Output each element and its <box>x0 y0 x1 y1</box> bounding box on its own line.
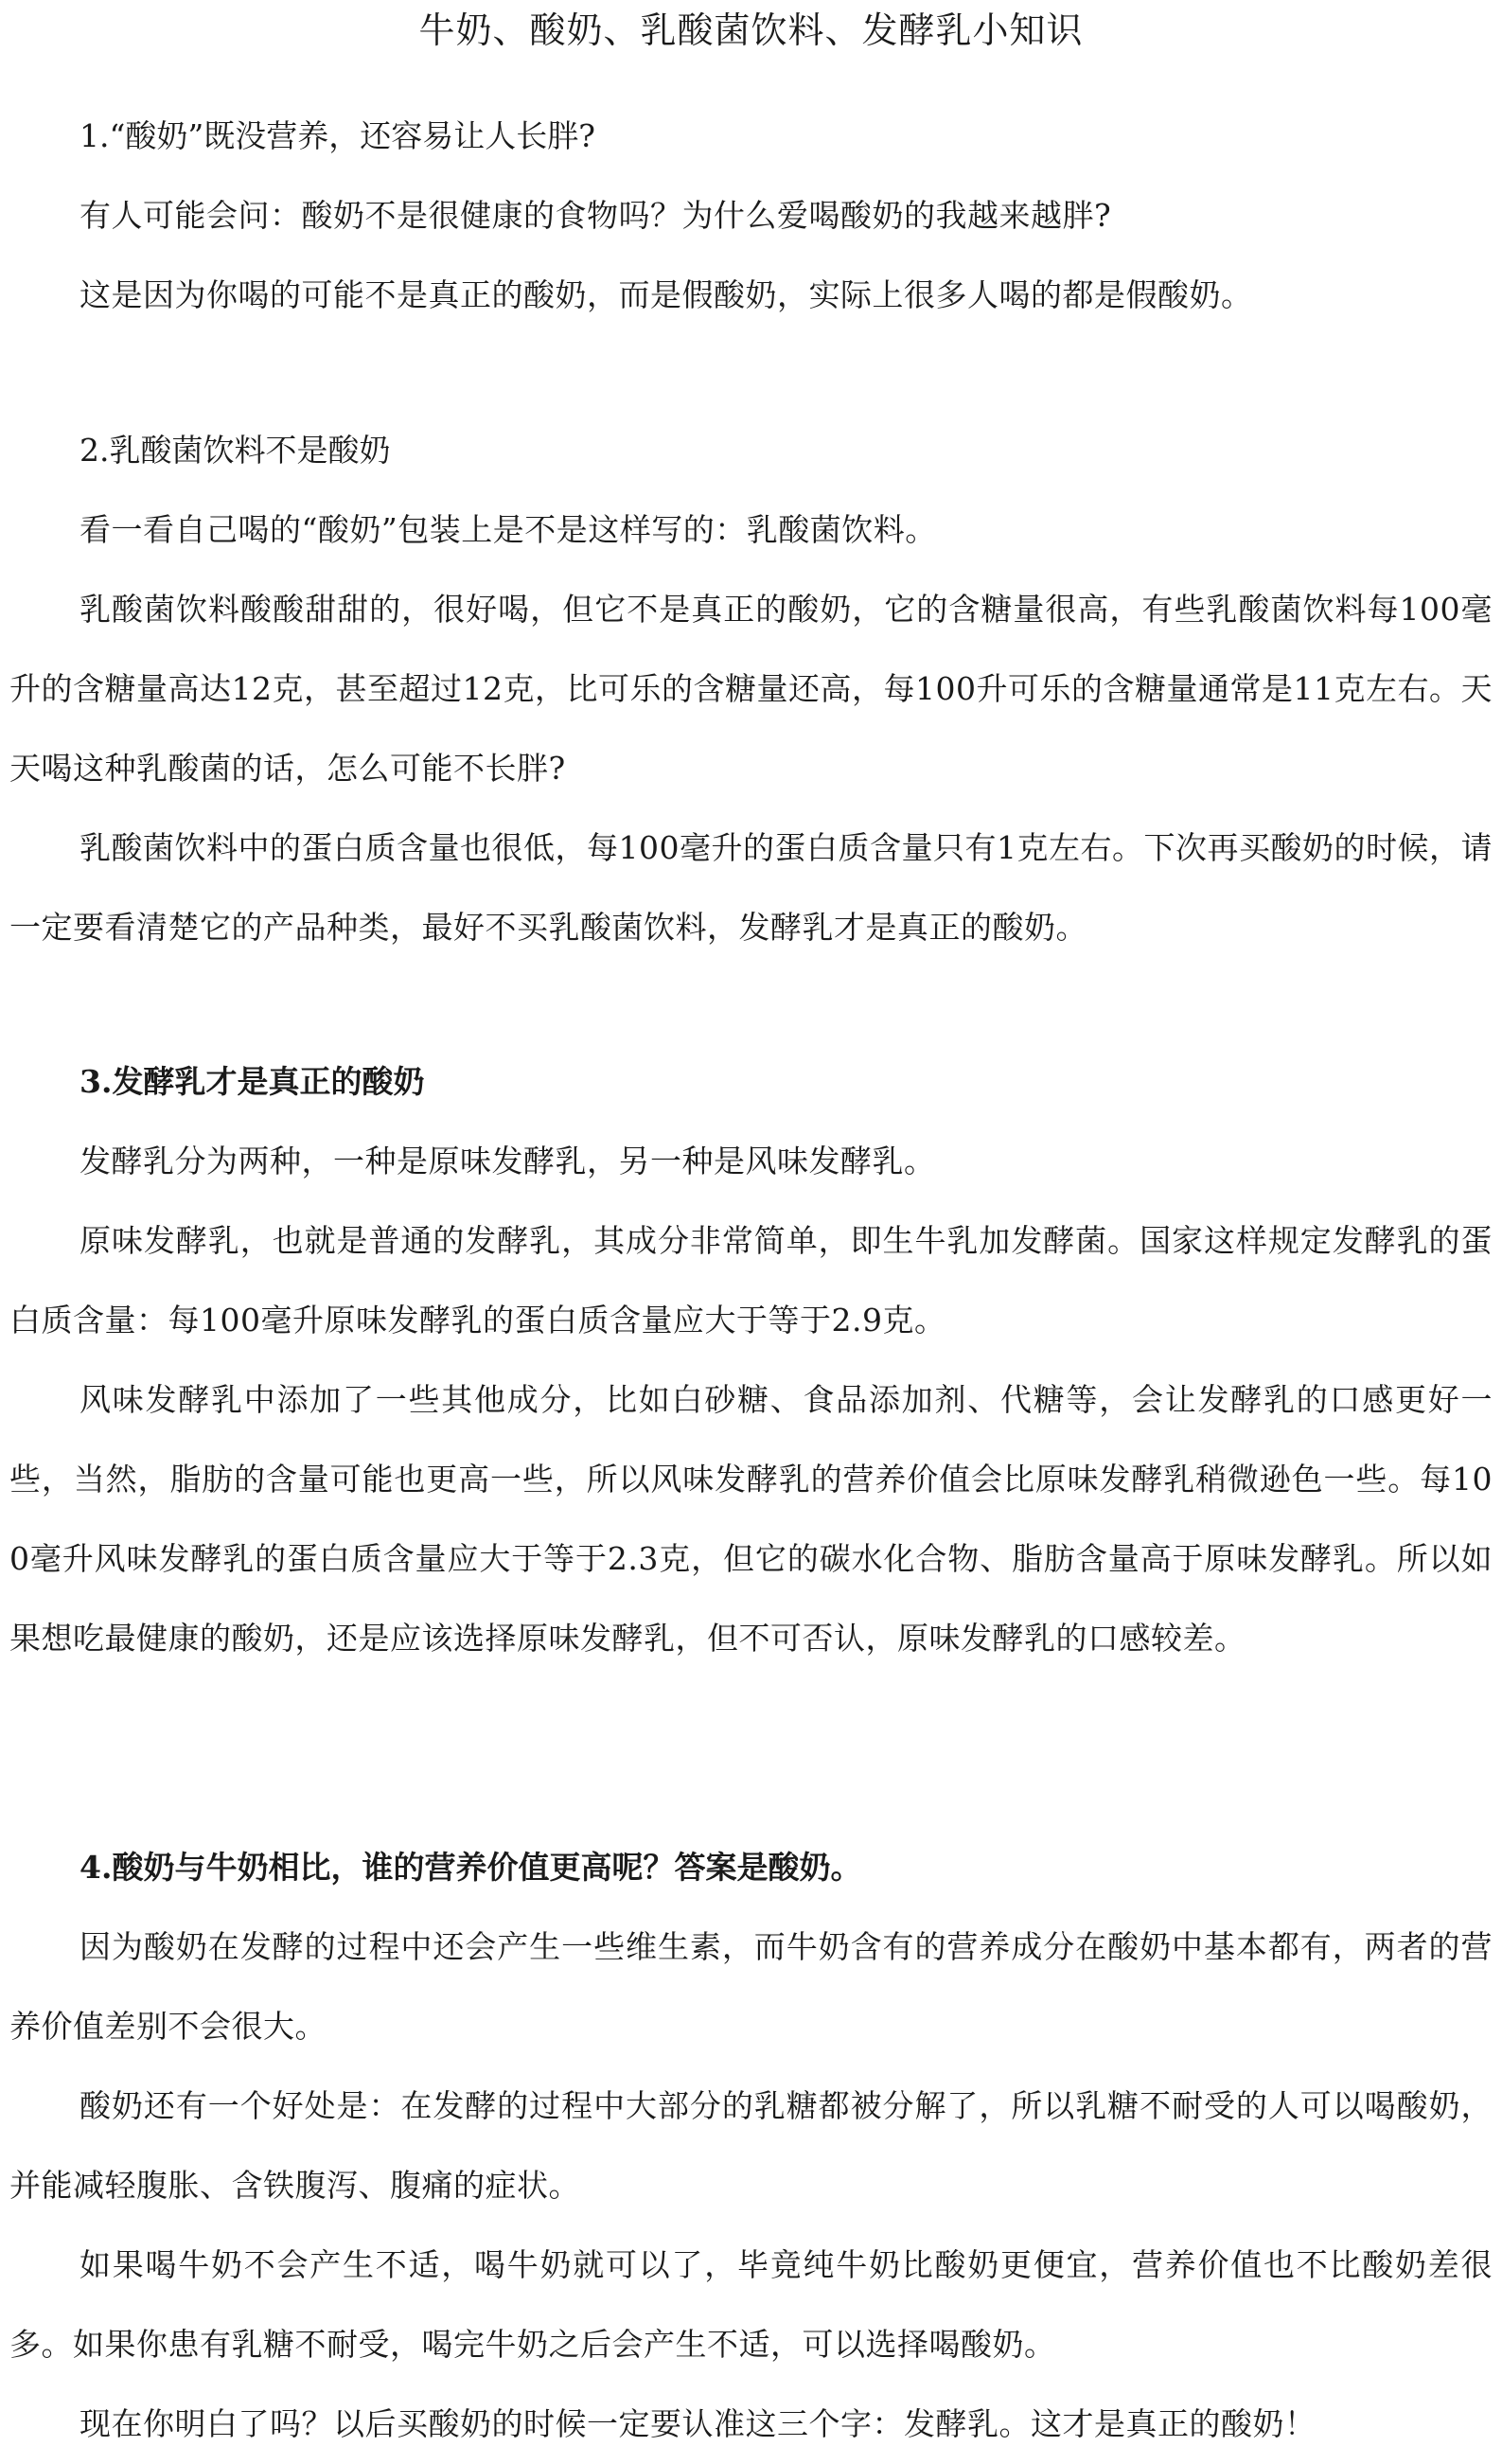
section-1-heading: 1.“酸奶”既没营养，还容易让人长胖? <box>80 117 595 154</box>
section-4 <box>9 1828 1493 2464</box>
document-title: 牛奶、酸奶、乳酸菌饮料、发酵乳小知识 <box>418 9 1084 51</box>
section-2-heading: 2.乳酸菌饮料不是酸奶 <box>80 432 391 469</box>
section-4-paragraph: 因为酸奶在发酵的过程中还会产生一些维生素，而牛奶含有的营养成分在酸奶中基本都有，两者的营养价值差别不会很大。 <box>9 1928 1493 2045</box>
section-3 <box>9 1042 1493 1678</box>
section-2-paragraph: 看一看自己喝的“酸奶”包装上是不是这样写的：乳酸菌饮料。 <box>80 511 937 548</box>
section-1-paragraph: 这是因为你喝的可能不是真正的酸奶，而是假酸奶，实际上很多人喝的都是假酸奶。 <box>80 276 1253 313</box>
section-4-paragraph: 现在你明白了吗？以后买酸奶的时候一定要认准这三个字：发酵乳。这才是真正的酸奶！ <box>80 2405 1316 2442</box>
section-4-heading: 4.酸奶与牛奶相比，谁的营养价值更高呢？答案是酸奶。 <box>80 1849 862 1886</box>
section-3-heading: 3.发酵乳才是真正的酸奶 <box>80 1063 425 1100</box>
section-1 <box>9 97 1493 335</box>
section-2-paragraph: 乳酸菌饮料酸酸甜甜的，很好喝，但它不是真正的酸奶，它的含糖量很高，有些乳酸菌饮料每100毫升的含糖量高达12克，甚至超过12克，比可乐的含糖量还高，每100升可乐的含糖量通常是11克左右。天天喝这种乳酸菌的话，怎么可能不长胖? <box>9 591 1493 787</box>
section-4-paragraph: 酸奶还有一个好处是：在发酵的过程中大部分的乳糖都被分解了，所以乳糖不耐受的人可以喝酸奶，并能减轻腹胀、含铁腹泻、腹痛的症状。 <box>9 2087 1493 2204</box>
section-2 <box>9 411 1493 967</box>
section-1-paragraph: 有人可能会问：酸奶不是很健康的食物吗？为什么爱喝酸奶的我越来越胖? <box>80 197 1112 234</box>
section-4-paragraph: 如果喝牛奶不会产生不适，喝牛奶就可以了，毕竟纯牛奶比酸奶更便宜，营养价值也不比酸奶差很多。如果你患有乳糖不耐受，喝完牛奶之后会产生不适，可以选择喝酸奶。 <box>9 2246 1493 2363</box>
section-3-paragraph: 风味发酵乳中添加了一些其他成分，比如白砂糖、食品添加剂、代糖等，会让发酵乳的口感更好一些，当然，脂肪的含量可能也更高一些，所以风味发酵乳的营养价值会比原味发酵乳稍微逊色一些。每100毫升风味发酵乳的蛋白质含量应大于等于2.3克，但它的碳水化合物、脂肪含量高于原味发酵乳。所以如果想吃最健康的酸奶，还是应该选择原味发酵乳，但不可否认，原味发酵乳的口感较差。 <box>9 1381 1493 1657</box>
section-3-paragraph: 原味发酵乳，也就是普通的发酵乳，其成分非常简单，即生牛乳加发酵菌。国家这样规定发酵乳的蛋白质含量：每100毫升原味发酵乳的蛋白质含量应大于等于2.9克。 <box>9 1222 1493 1338</box>
section-3-paragraph: 发酵乳分为两种，一种是原味发酵乳，另一种是风味发酵乳。 <box>80 1143 936 1179</box>
section-2-paragraph: 乳酸菌饮料中的蛋白质含量也很低，每100毫升的蛋白质含量只有1克左右。下次再买酸奶的时候，请一定要看清楚它的产品种类，最好不买乳酸菌饮料，发酵乳才是真正的酸奶。 <box>9 829 1493 946</box>
